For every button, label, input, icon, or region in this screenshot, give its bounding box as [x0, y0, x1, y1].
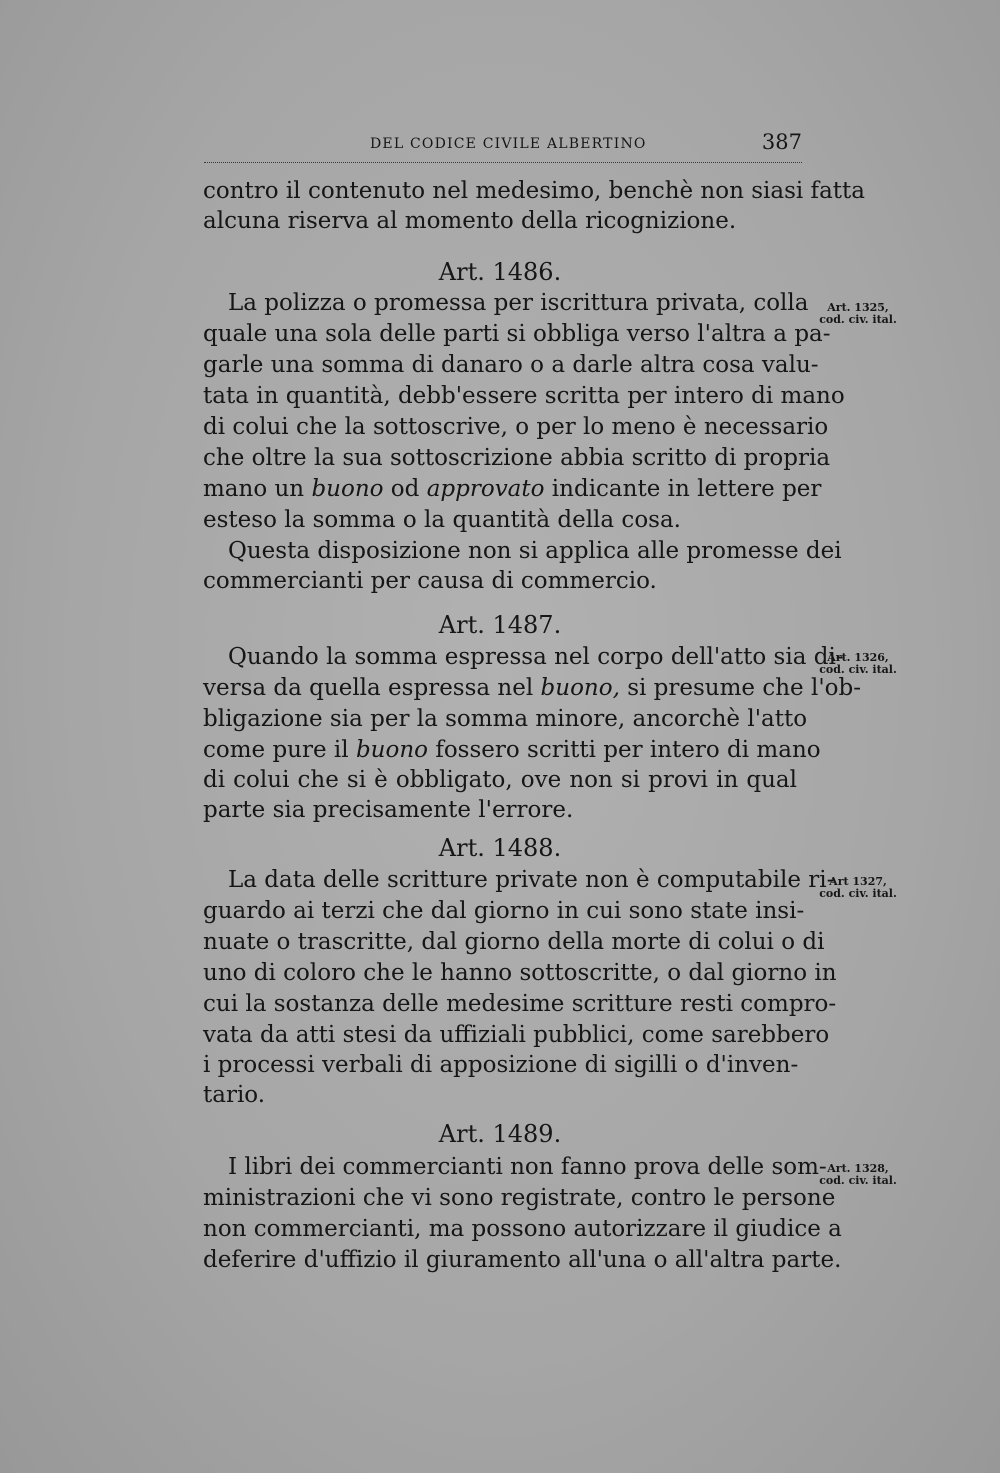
text-line: mano un buono od approvato indicante in lettere per [203, 476, 822, 502]
text-line: di colui che si è obbligato, ove non si provi in qual [203, 767, 797, 793]
article-heading: Art. 1489. [438, 1120, 562, 1148]
text-line: garle una somma di danaro o a darle altra cosa valu- [203, 352, 819, 378]
text-line: guardo ai terzi che dal giorno in cui sono state insi- [203, 898, 805, 924]
text-line: La polizza o promessa per iscrittura privata, colla [228, 290, 809, 316]
text-line: alcuna riserva al momento della ricognizione. [203, 208, 737, 234]
margin-note: Art. 1328, cod. civ. ital. [819, 1162, 897, 1187]
running-title: DEL CODICE CIVILE ALBERTINO [370, 136, 647, 152]
text-line: come pure il buono fossero scritti per intero di mano [203, 737, 821, 763]
text-line: bligazione sia per la somma minore, ancorchè l'atto [203, 706, 808, 732]
text-line: parte sia precisamente l'errore. [203, 797, 574, 823]
text-line: commercianti per causa di commercio. [203, 568, 657, 594]
text-line: uno di coloro che le hanno sottoscritte, o dal giorno in [203, 960, 837, 986]
text-line: di colui che la sottoscrive, o per lo meno è necessario [203, 414, 829, 440]
text-line: contro il contenuto nel medesimo, benchè non siasi fatta [203, 178, 865, 204]
text-line: ministrazioni che vi sono registrate, contro le persone [203, 1185, 836, 1211]
margin-note: Art. 1326, cod. civ. ital. [819, 651, 897, 676]
italic-term: buono [355, 737, 428, 763]
running-head [204, 132, 802, 163]
text-line: deferire d'uffizio il giuramento all'una o all'altra parte. [203, 1247, 842, 1273]
text-line: quale una sola delle parti si obbliga verso l'altra a pa- [203, 321, 831, 347]
text-line: vata da atti stesi da uffiziali pubblici, come sarebbero [203, 1022, 830, 1048]
text-line: versa da quella espressa nel buono, si presume che l'ob- [203, 675, 861, 701]
text-line: che oltre la sua sottoscrizione abbia scritto di propria [203, 445, 831, 471]
article-heading: Art. 1486. [438, 258, 562, 286]
text-line: I libri dei commercianti non fanno prova delle som- [228, 1154, 827, 1180]
text-line: tata in quantità, debb'essere scritta per intero di mano [203, 383, 845, 409]
text-line: esteso la somma o la quantità della cosa. [203, 507, 681, 533]
page-number: 387 [761, 130, 802, 154]
text-line: non commercianti, ma possono autorizzare il giudice a [203, 1216, 842, 1242]
text-line: Quando la somma espressa nel corpo dell'atto sia di- [228, 644, 844, 670]
text-line: Questa disposizione non si applica alle promesse dei [228, 538, 842, 564]
article-heading: Art. 1488. [438, 834, 562, 862]
italic-term: buono [311, 476, 384, 502]
italic-term: buono, [540, 675, 620, 701]
text-line: tario. [203, 1082, 266, 1108]
margin-note: Art 1327, cod. civ. ital. [819, 875, 897, 900]
text-line: cui la sostanza delle medesime scritture resti compro- [203, 991, 837, 1017]
text-line: nuate o trascritte, dal giorno della morte di colui o di [203, 929, 825, 955]
text-line: La data delle scritture private non è computabile ri- [228, 867, 835, 893]
margin-note: Art. 1325, cod. civ. ital. [819, 301, 897, 326]
italic-term: approvato [426, 476, 545, 502]
article-heading: Art. 1487. [438, 611, 562, 639]
text-line: i processi verbali di apposizione di sigilli o d'inven- [203, 1052, 799, 1078]
